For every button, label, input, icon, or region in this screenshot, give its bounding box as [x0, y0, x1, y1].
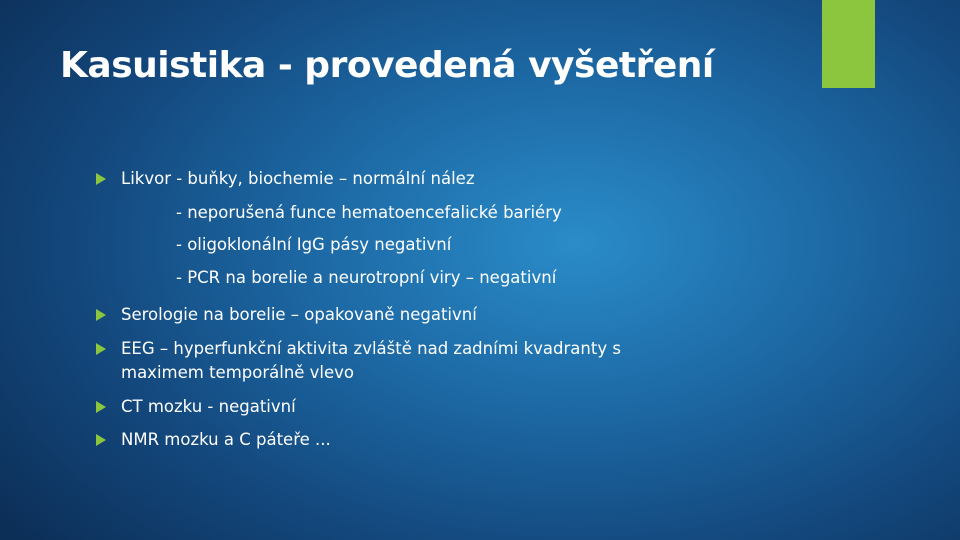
triangle-bullet-icon [96, 173, 106, 185]
bullet-nmr: NMR mozku a C páteře ... [121, 430, 331, 449]
triangle-bullet-icon [96, 434, 106, 446]
sub-item-bariera: - neporušená funce hematoencefalické bariéry [176, 203, 562, 222]
triangle-bullet-icon [96, 343, 106, 355]
bullet-eeg: EEG – hyperfunkční aktivita zvláště nad zadními kvadranty s [121, 339, 621, 358]
slide-title: Kasuistika - provedená vyšetření [60, 45, 714, 86]
triangle-bullet-icon [96, 309, 106, 321]
bullet-likvor: Likvor - buňky, biochemie – normální nález [121, 169, 475, 188]
bullet-ct: CT mozku - negativní [121, 397, 296, 416]
bullet-eeg-continuation: maximem temporálně vlevo [121, 363, 355, 382]
sub-item-igg: - oligoklonální IgG pásy negativní [176, 235, 452, 254]
sub-item-pcr: - PCR na borelie a neurotropní viry – negativní [176, 268, 557, 287]
triangle-bullet-icon [96, 401, 106, 413]
bullet-serologie: Serologie na borelie – opakovaně negativní [121, 305, 477, 324]
